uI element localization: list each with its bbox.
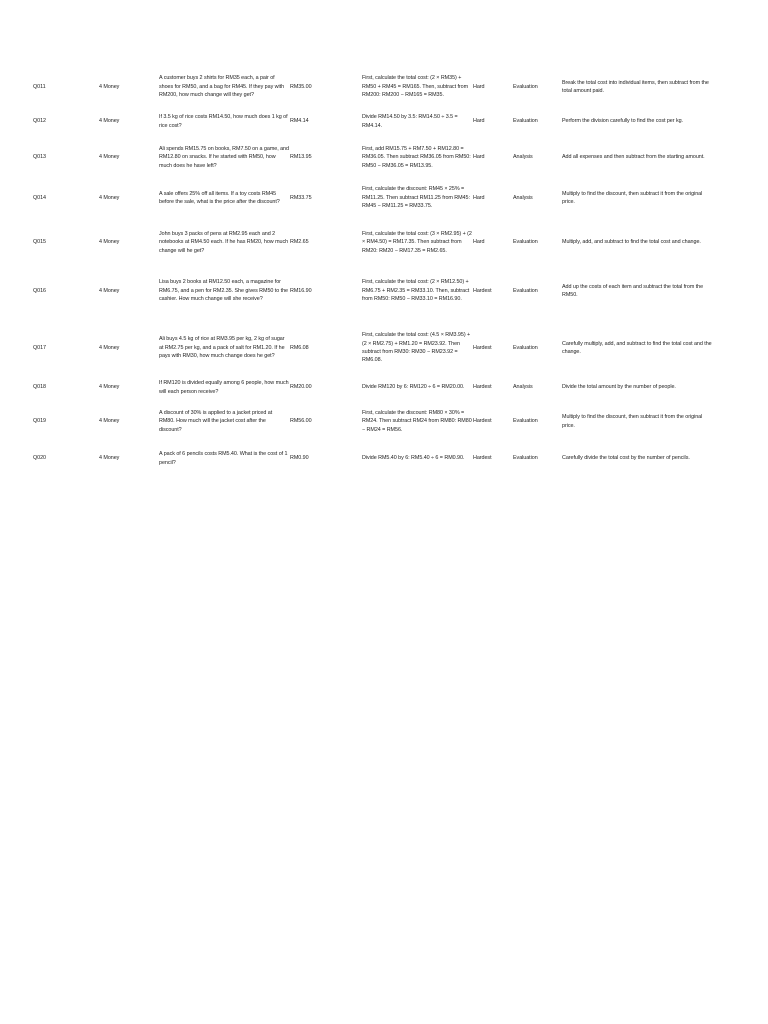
difficulty-cell xyxy=(473,66,513,108)
question-id-cell xyxy=(33,443,83,474)
hint-cell-text: Multiply to find the discount, then subtract it from the original price. xyxy=(562,190,703,205)
cognitive-level-cell-text: Analysis xyxy=(513,154,533,161)
solution-cell xyxy=(362,374,472,401)
hint-cell-text: Perform the division carefully to find the cost per kg. xyxy=(562,118,683,125)
hint-cell-text: Break the total cost into individual items, then subtract from the total amount paid. xyxy=(562,79,709,94)
answer-cell xyxy=(290,221,340,264)
table-row xyxy=(0,443,768,474)
question-id-cell xyxy=(33,266,83,316)
cognitive-level-cell xyxy=(513,443,561,474)
question-id-cell-text: Q012 xyxy=(33,118,46,125)
table-row xyxy=(0,136,768,179)
answer-cell xyxy=(290,266,340,316)
topic-cell-text: 4 Money xyxy=(99,287,120,294)
topic-cell-text: 4 Money xyxy=(99,83,120,90)
hint-cell-text: Carefully divide the total cost by the number of pencils. xyxy=(562,455,690,462)
table-row xyxy=(0,109,768,134)
cognitive-level-cell xyxy=(513,402,561,441)
hint-cell xyxy=(562,266,712,316)
answer-cell-text: RM35.00 xyxy=(290,83,312,90)
question-cell-text: Ali spends RM15.75 on books, RM7.50 on a game, and RM12.80 on snacks. If he started with RM50, how much does he have left? xyxy=(159,145,289,169)
question-cell xyxy=(159,109,289,134)
solution-cell-text: First, calculate the total cost: (3 × RM2.95) + (2 × RM4.50) = RM17.35. Then subtract from RM20: RM20 − RM17.35 = RM2.65. xyxy=(362,230,472,254)
question-cell xyxy=(159,323,289,373)
cognitive-level-cell-text: Evaluation xyxy=(513,455,538,462)
answer-cell-text: RM6.08 xyxy=(290,344,309,351)
topic-cell xyxy=(99,221,154,264)
table-row xyxy=(0,323,768,373)
question-id-cell xyxy=(33,402,83,441)
question-cell-text: A discount of 30% is applied to a jacket priced at RM80. How much will the jacket cost after the discount? xyxy=(159,409,273,433)
topic-cell xyxy=(99,136,154,179)
question-id-cell-text: Q014 xyxy=(33,194,46,201)
answer-cell-text: RM4.14 xyxy=(290,118,309,125)
cognitive-level-cell xyxy=(513,66,561,108)
solution-cell-text: Divide RM14.50 by 3.5: RM14.50 ÷ 3.5 = RM4.14. xyxy=(362,114,458,129)
difficulty-cell-text: Hardest xyxy=(473,287,492,294)
solution-cell-text: Divide RM120 by 6: RM120 ÷ 6 = RM20.00. xyxy=(362,384,465,391)
difficulty-cell xyxy=(473,136,513,179)
solution-cell-text: First, add RM15.75 + RM7.50 + RM12.80 = RM36.05. Then subtract RM36.05 from RM50: RM50 − RM36.05 = RM13.95. xyxy=(362,145,471,169)
question-id-cell xyxy=(33,66,83,108)
question-cell-text: A sale offers 25% off all items. If a toy costs RM45 before the sale, what is the price after the discount? xyxy=(159,190,280,205)
solution-cell-text: First, calculate the discount: RM45 × 25% = RM11.25. Then subtract RM11.25 from RM45: RM45 − RM11.25 = RM33.75. xyxy=(362,186,470,210)
answer-cell xyxy=(290,180,340,216)
answer-cell xyxy=(290,374,340,401)
difficulty-cell xyxy=(473,266,513,316)
topic-cell-text: 4 Money xyxy=(99,384,120,391)
question-cell xyxy=(159,180,289,216)
table-row xyxy=(0,180,768,216)
topic-cell-text: 4 Money xyxy=(99,239,120,246)
difficulty-cell-text: Hardest xyxy=(473,344,492,351)
topic-cell-text: 4 Money xyxy=(99,344,120,351)
hint-cell xyxy=(562,109,712,134)
solution-cell-text: Divide RM5.40 by 6: RM5.40 ÷ 6 = RM0.90. xyxy=(362,455,465,462)
cognitive-level-cell xyxy=(513,266,561,316)
cognitive-level-cell xyxy=(513,180,561,216)
question-id-cell-text: Q017 xyxy=(33,344,46,351)
question-cell-text: Lisa buys 2 books at RM12.50 each, a magazine for RM6.75, and a pen for RM2.35. She gives RM50 to the cashier. How much change will she receive? xyxy=(159,279,288,303)
question-id-cell-text: Q018 xyxy=(33,384,46,391)
hint-cell-text: Add all expenses and then subtract from the starting amount. xyxy=(562,154,705,161)
solution-cell xyxy=(362,66,472,108)
cognitive-level-cell-text: Evaluation xyxy=(513,118,538,125)
difficulty-cell xyxy=(473,323,513,373)
solution-cell xyxy=(362,443,472,474)
answer-cell xyxy=(290,109,340,134)
question-cell xyxy=(159,402,289,441)
hint-cell-text: Divide the total amount by the number of people. xyxy=(562,384,676,391)
question-id-cell-text: Q015 xyxy=(33,239,46,246)
cognitive-level-cell-text: Evaluation xyxy=(513,239,538,246)
answer-cell xyxy=(290,66,340,108)
answer-cell-text: RM13.95 xyxy=(290,154,312,161)
cognitive-level-cell-text: Evaluation xyxy=(513,418,538,425)
difficulty-cell-text: Hard xyxy=(473,83,485,90)
difficulty-cell-text: Hardest xyxy=(473,455,492,462)
topic-cell-text: 4 Money xyxy=(99,455,120,462)
answer-cell-text: RM56.00 xyxy=(290,418,312,425)
question-cell-text: If RM120 is divided equally among 6 people, how much will each person receive? xyxy=(159,380,289,395)
solution-cell xyxy=(362,323,472,373)
difficulty-cell xyxy=(473,374,513,401)
answer-cell xyxy=(290,443,340,474)
question-id-cell-text: Q016 xyxy=(33,287,46,294)
question-cell-text: A customer buys 2 shirts for RM35 each, a pair of shoes for RM50, and a bag for RM45. If they pay with RM200, how much change will they get? xyxy=(159,75,285,99)
question-cell-text: Ali buys 4.5 kg of rice at RM3.95 per kg, 2 kg of sugar at RM2.75 per kg, and a pack of salt for RM1.20. If he pays with RM30, how much change does he get? xyxy=(159,336,285,360)
solution-cell xyxy=(362,221,472,264)
topic-cell xyxy=(99,323,154,373)
solution-cell-text: First, calculate the discount: RM80 × 30% = RM24. Then subtract RM24 from RM80: RM80 − RM24 = RM56. xyxy=(362,409,472,433)
hint-cell xyxy=(562,136,712,179)
question-id-cell xyxy=(33,374,83,401)
hint-cell-text: Add up the costs of each item and subtract the total from the RM50. xyxy=(562,283,704,298)
topic-cell xyxy=(99,266,154,316)
difficulty-cell-text: Hard xyxy=(473,194,485,201)
hint-cell xyxy=(562,66,712,108)
table-row xyxy=(0,221,768,264)
question-id-cell-text: Q020 xyxy=(33,455,46,462)
difficulty-cell xyxy=(473,402,513,441)
hint-cell-text: Carefully multiply, add, and subtract to find the total cost and the change. xyxy=(562,340,712,355)
hint-cell-text: Multiply, add, and subtract to find the total cost and change. xyxy=(562,239,701,246)
cognitive-level-cell xyxy=(513,221,561,264)
topic-cell xyxy=(99,443,154,474)
solution-cell xyxy=(362,402,472,441)
answer-cell xyxy=(290,323,340,373)
answer-cell-text: RM16.90 xyxy=(290,287,312,294)
question-cell xyxy=(159,374,289,401)
cognitive-level-cell-text: Analysis xyxy=(513,384,533,391)
answer-cell xyxy=(290,402,340,441)
hint-cell xyxy=(562,443,712,474)
question-id-cell-text: Q019 xyxy=(33,418,46,425)
table-row xyxy=(0,66,768,108)
solution-cell-text: First, calculate the total cost: (4.5 × RM3.95) + (2 × RM2.75) + RM1.20 = RM23.92. Then subtract from RM30: RM30 − RM23.92 = RM6.08. xyxy=(362,332,471,364)
hint-cell-text: Multiply to find the discount, then subtract it from the original price. xyxy=(562,414,703,429)
difficulty-cell-text: Hard xyxy=(473,239,485,246)
question-id-cell xyxy=(33,136,83,179)
answer-cell-text: RM0.90 xyxy=(290,455,309,462)
hint-cell xyxy=(562,402,712,441)
cognitive-level-cell-text: Analysis xyxy=(513,194,533,201)
difficulty-cell xyxy=(473,109,513,134)
solution-cell xyxy=(362,180,472,216)
question-id-cell xyxy=(33,109,83,134)
table-row xyxy=(0,402,768,441)
solution-cell-text: First, calculate the total cost: (2 × RM35) + RM50 + RM45 = RM165. Then, subtract from RM200: RM200 − RM165 = RM35. xyxy=(362,75,469,99)
question-cell-text: John buys 3 packs of pens at RM2.95 each and 2 notebooks at RM4.50 each. If he has RM20, how much change will he get? xyxy=(159,230,289,254)
difficulty-cell-text: Hardest xyxy=(473,384,492,391)
hint-cell xyxy=(562,323,712,373)
difficulty-cell-text: Hard xyxy=(473,154,485,161)
question-cell xyxy=(159,221,289,264)
topic-cell xyxy=(99,374,154,401)
table-row xyxy=(0,374,768,401)
difficulty-cell xyxy=(473,221,513,264)
solution-cell xyxy=(362,266,472,316)
topic-cell-text: 4 Money xyxy=(99,418,120,425)
topic-cell-text: 4 Money xyxy=(99,194,120,201)
cognitive-level-cell-text: Evaluation xyxy=(513,83,538,90)
cognitive-level-cell xyxy=(513,374,561,401)
question-cell-text: If 3.5 kg of rice costs RM14.50, how much does 1 kg of rice cost? xyxy=(159,114,288,129)
question-cell-text: A pack of 6 pencils costs RM5.40. What is the cost of 1 pencil? xyxy=(159,451,288,466)
difficulty-cell xyxy=(473,180,513,216)
question-id-cell-text: Q011 xyxy=(33,83,46,90)
question-cell xyxy=(159,66,289,108)
answer-cell xyxy=(290,136,340,179)
question-id-cell xyxy=(33,323,83,373)
question-cell xyxy=(159,443,289,474)
topic-cell xyxy=(99,109,154,134)
answer-cell-text: RM20.00 xyxy=(290,384,312,391)
topic-cell-text: 4 Money xyxy=(99,154,120,161)
topic-cell xyxy=(99,180,154,216)
question-id-cell-text: Q013 xyxy=(33,154,46,161)
answer-cell-text: RM33.75 xyxy=(290,194,312,201)
solution-cell xyxy=(362,136,472,179)
answer-cell-text: RM2.65 xyxy=(290,239,309,246)
solution-cell xyxy=(362,109,472,134)
question-cell xyxy=(159,266,289,316)
hint-cell xyxy=(562,180,712,216)
topic-cell xyxy=(99,402,154,441)
cognitive-level-cell xyxy=(513,136,561,179)
question-id-cell xyxy=(33,221,83,264)
topic-cell xyxy=(99,66,154,108)
topic-cell-text: 4 Money xyxy=(99,118,120,125)
hint-cell xyxy=(562,221,712,264)
difficulty-cell-text: Hardest xyxy=(473,418,492,425)
difficulty-cell xyxy=(473,443,513,474)
question-cell xyxy=(159,136,289,179)
difficulty-cell-text: Hard xyxy=(473,118,485,125)
table-row xyxy=(0,266,768,316)
cognitive-level-cell xyxy=(513,109,561,134)
question-id-cell xyxy=(33,180,83,216)
cognitive-level-cell-text: Evaluation xyxy=(513,344,538,351)
cognitive-level-cell-text: Evaluation xyxy=(513,287,538,294)
hint-cell xyxy=(562,374,712,401)
solution-cell-text: First, calculate the total cost: (2 × RM12.50) + RM6.75 + RM2.35 = RM33.10. Then, subtract from RM50: RM50 − RM33.10 = RM16.90. xyxy=(362,279,470,303)
cognitive-level-cell xyxy=(513,323,561,373)
